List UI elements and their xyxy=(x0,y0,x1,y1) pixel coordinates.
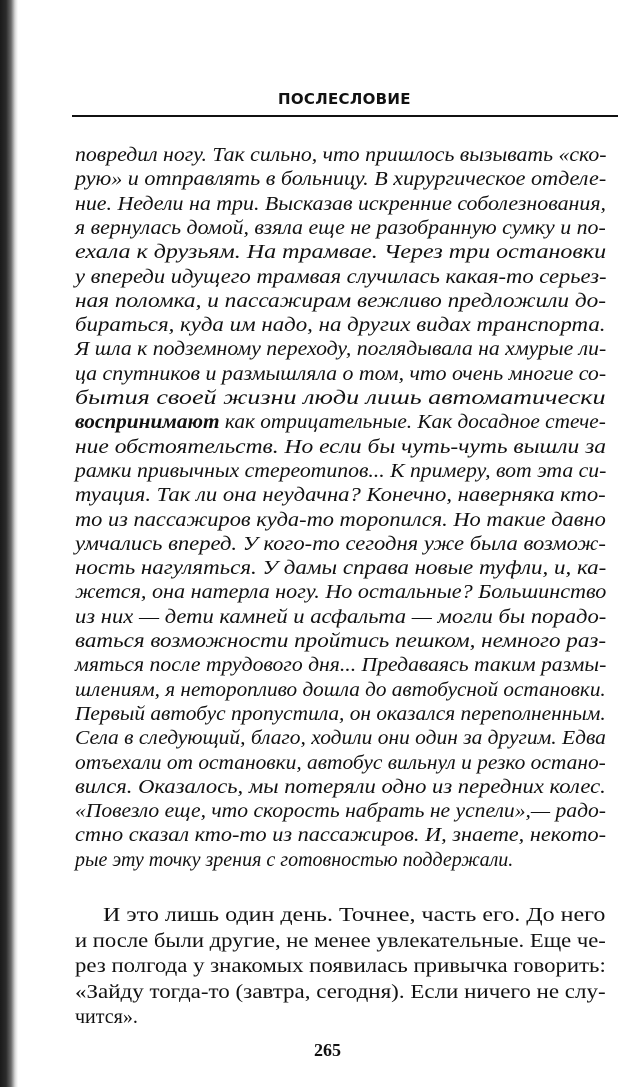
text-line: чится». xyxy=(75,1006,138,1028)
text-line: рую» и отправлять в больницу. В хирургическое отделе- xyxy=(75,168,607,191)
text-line: рамки привычных стереотипов... К примеру, вот эта си- xyxy=(75,459,607,482)
bold-word: воспринимают xyxy=(75,411,220,434)
text-line: у впереди идущего трамвая случилась какая-то серьез- xyxy=(75,265,607,288)
text-line xyxy=(75,410,606,434)
text-line: повредил ногу. Так сильно, что пришлось вызывать «ско- xyxy=(75,144,607,166)
text-line: то из пассажиров куда-то торопился. Но такие давно xyxy=(75,508,606,531)
text-line: жется, она натерла ногу. Но остальные? Большинство xyxy=(75,581,607,604)
text-line: ца спутников и размышляла о том, что очень многие со- xyxy=(75,362,607,385)
text-line: рез полгода у знакомых появилась привычка говорить: xyxy=(75,955,606,977)
text-line: бираться, куда им надо, на других видах транспорта. xyxy=(75,314,606,337)
text-line: ние обстоятельств. Но если бы чуть-чуть вышли за xyxy=(75,435,607,458)
text-line: рые эту точку зрения с готовностью поддержали. xyxy=(75,848,514,871)
text-line: И это лишь один день. Точнее, часть его. До него xyxy=(103,904,606,926)
text-line: бытия своей жизни люди лишь автоматически xyxy=(75,387,606,409)
text-line: Я шла к подземному переходу, поглядывала на хмурые ли- xyxy=(75,338,607,361)
text-line: отъехали от остановки, автобус вильнул и резко остано- xyxy=(75,751,606,774)
line-rest: как отрицательные. Как досадное стече- xyxy=(219,411,606,434)
text-line: «Повезло еще, что скорость набрать не успели»,— радо- xyxy=(75,800,606,823)
text-line: туация. Так ли она неудачна? Конечно, наверняка кто- xyxy=(75,484,606,507)
text-line: ваться возможности пройтись пешком, немного раз- xyxy=(75,630,607,652)
page-binding-shadow xyxy=(0,0,18,1087)
text-line: мяться после трудового дня... Предаваясь таким размы- xyxy=(75,654,607,677)
text-line: Села в следующий, благо, ходили они один за другим. Едва xyxy=(75,727,606,750)
text-line: ехала к друзьям. На трамвае. Через три остановки xyxy=(75,241,607,264)
running-head: ПОСЛЕСЛОВИЕ xyxy=(278,90,411,108)
text-line: ние. Недели на три. Высказав искренние соболезнования, xyxy=(75,192,606,215)
text-line: стно сказал кто-то из пассажиров. И, знаете, некото- xyxy=(75,824,607,847)
text-line: из них — дети камней и асфальта — могли бы порадо- xyxy=(75,605,607,628)
text-line: ная поломка, и пассажирам вежливо предложили до- xyxy=(75,289,607,312)
text-line: Первый автобус пропустила, он оказался переполненным. xyxy=(75,702,606,725)
text-line: умчались вперед. У кого-то сегодня уже была возмож- xyxy=(75,532,606,555)
text-line: вился. Оказалось, мы потеряли одно из передних колес. xyxy=(75,775,606,798)
text-line: «Зайду тогда-то (завтра, сегодня). Если ничего не слу- xyxy=(75,980,606,1003)
text-line: шлениям, я неторопливо дошла до автобусной остановки. xyxy=(75,678,606,701)
text-line: я вернулась домой, взяла еще не разобранную сумку и по- xyxy=(75,216,606,239)
header-rule xyxy=(72,115,618,117)
text-line: ность нагуляться. У дамы справа новые туфли, и, ка- xyxy=(75,557,607,580)
text-line: и после были другие, не менее увлекательные. Еще че- xyxy=(75,929,606,952)
page-number: 265 xyxy=(314,1040,341,1060)
